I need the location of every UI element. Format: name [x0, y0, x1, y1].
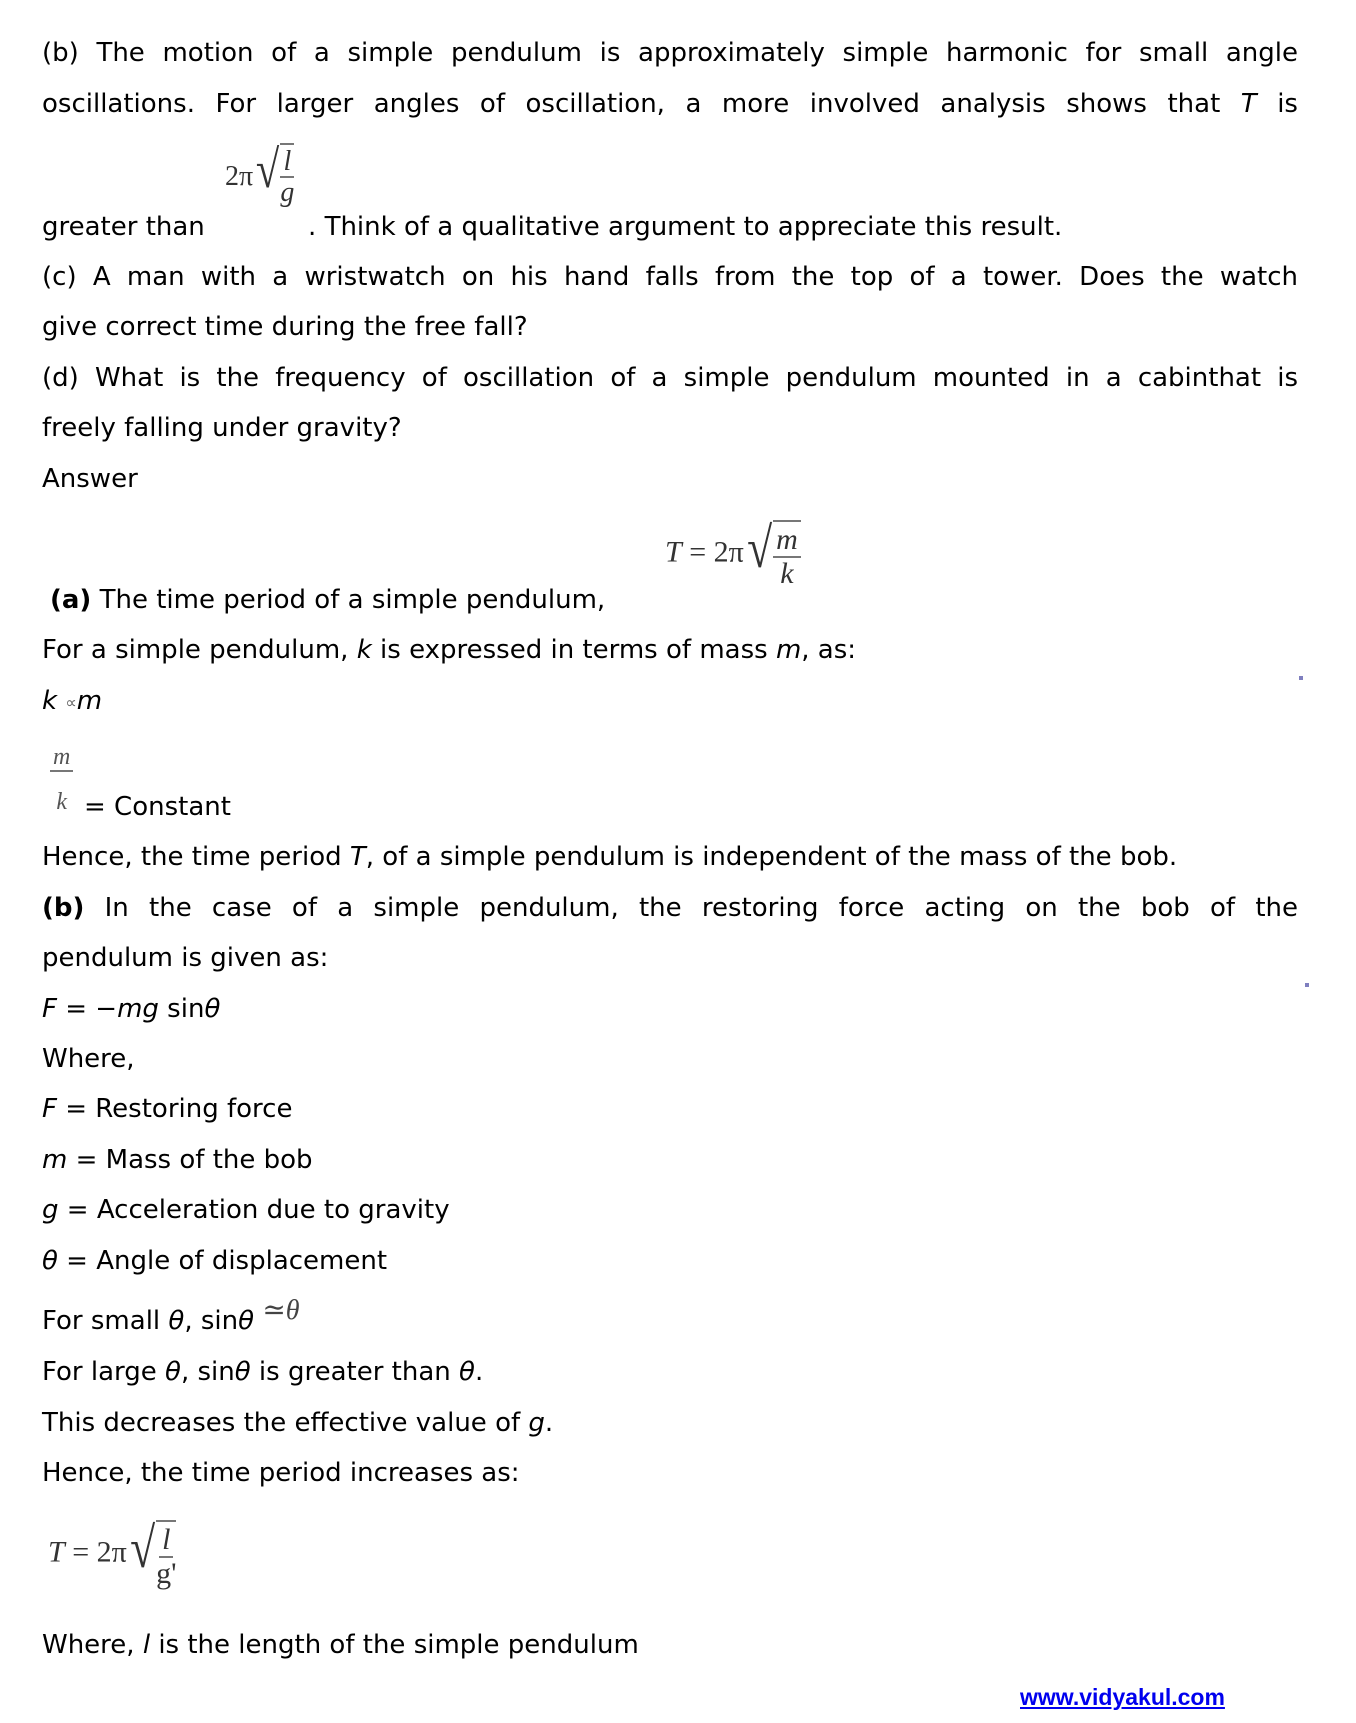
text: is greater than	[250, 1357, 460, 1387]
radical-icon: √	[746, 517, 772, 580]
symbol: F	[42, 1094, 57, 1124]
radical-icon: √	[256, 140, 280, 199]
coef: 2π	[713, 535, 744, 569]
question-b-line3	[42, 212, 1062, 242]
question-b-line2	[42, 89, 1298, 119]
text: The time period of a simple pendulum,	[91, 585, 606, 615]
definition: = Acceleration due to gravity	[58, 1195, 450, 1225]
k-expressed-line	[42, 635, 856, 665]
denominator: g'	[156, 1556, 177, 1590]
text: Where,	[42, 1630, 143, 1660]
label-b: (b)	[42, 893, 85, 923]
question-b-line1: (b) The motion of a simple pendulum is approximately simple harmonic for small angle	[42, 38, 1298, 68]
fraction	[773, 524, 801, 589]
text: For large	[42, 1357, 166, 1387]
var-theta: θ	[285, 1295, 300, 1326]
equals: =	[72, 1535, 90, 1569]
force-equation	[42, 994, 220, 1024]
text: .	[544, 1408, 554, 1438]
formula-two-pi-sqrt-l-over-g	[225, 140, 295, 209]
approx-symbol: ≃	[262, 1295, 286, 1326]
question-c-line1: (c) A man with a wristwatch on his hand falls from the top of a tower. Does the watch	[42, 262, 1298, 292]
fraction	[280, 147, 294, 208]
text: is the length of the simple pendulum	[150, 1630, 639, 1660]
label-a: (a)	[50, 585, 92, 615]
decorative-dot	[1299, 676, 1303, 680]
lhs: T	[665, 535, 682, 569]
var-theta: θ	[165, 1357, 181, 1387]
text: , of a simple pendulum is independent of the mass of the bob.	[365, 842, 1178, 872]
coef: 2π	[96, 1535, 127, 1569]
ratio-m-over-k	[50, 745, 73, 815]
var-mg: −mg	[95, 994, 159, 1024]
text: , as:	[801, 635, 857, 665]
def-m	[42, 1145, 313, 1175]
equals: =	[56, 994, 96, 1024]
where-label: Where,	[42, 1044, 135, 1074]
large-angle-line	[42, 1357, 483, 1387]
answer-a-line	[50, 585, 605, 615]
symbol: g	[42, 1195, 59, 1225]
sin: sin	[158, 994, 205, 1024]
numerator: m	[50, 745, 73, 772]
var-theta: θ	[459, 1357, 475, 1387]
text: greater than	[42, 212, 205, 242]
small-angle-line	[42, 1295, 300, 1336]
formula-T-two-pi-sqrt-m-over-k	[665, 517, 801, 590]
numerator: l	[159, 1524, 173, 1558]
var-F: F	[42, 994, 57, 1024]
sqrt	[253, 140, 295, 209]
formula-T-two-pi-sqrt-l-over-g-prime	[48, 1517, 177, 1590]
text: , sin	[180, 1357, 235, 1387]
lhs: T	[48, 1535, 65, 1569]
numerator: l	[280, 147, 294, 178]
fraction	[156, 1524, 176, 1589]
definition: = Angle of displacement	[57, 1246, 388, 1276]
proportional-symbol: ∝	[65, 693, 77, 712]
equals: =	[689, 535, 707, 569]
var-m: m	[76, 686, 103, 716]
denominator: k	[780, 556, 794, 590]
denominator: g	[280, 177, 295, 209]
question-d-line2: freely falling under gravity?	[42, 413, 402, 443]
hence-independent-line	[42, 842, 1177, 872]
var-k: k	[356, 635, 372, 665]
numerator: m	[773, 524, 801, 558]
var-theta: θ	[238, 1306, 255, 1336]
answer-b-line1	[42, 893, 1298, 923]
text: is expressed in terms of mass	[371, 635, 776, 665]
symbol: θ	[42, 1246, 58, 1276]
text: , sin	[184, 1306, 239, 1336]
var-k: k	[42, 686, 58, 716]
text: In the case of a simple pendulum, the restoring force acting on the bob of the	[84, 893, 1298, 923]
decorative-dot	[1305, 983, 1309, 987]
var-m: m	[775, 635, 802, 665]
definition: = Mass of the bob	[67, 1145, 313, 1175]
var-T: T	[1240, 89, 1257, 119]
var-T: T	[349, 842, 366, 872]
decreases-g-line	[42, 1408, 553, 1438]
text: For small	[42, 1306, 169, 1336]
text: For a simple pendulum,	[42, 635, 357, 665]
var-theta: θ	[234, 1357, 251, 1387]
symbol: m	[42, 1145, 68, 1175]
definition: = Restoring force	[56, 1094, 293, 1124]
def-F	[42, 1094, 292, 1124]
var-g: g	[528, 1408, 545, 1438]
text: oscillations. For larger angles of oscillation, a more involved analysis shows that	[42, 89, 1241, 119]
question-c-line2: give correct time during the free fall?	[42, 312, 528, 342]
var-theta: θ	[168, 1306, 185, 1336]
fraction	[50, 745, 73, 815]
var-theta: θ	[204, 994, 221, 1024]
vidyakul-link[interactable]: www.vidyakul.com	[1020, 1684, 1225, 1710]
where-length-line	[42, 1630, 639, 1660]
text: is	[1256, 89, 1298, 119]
increases-line: Hence, the time period increases as:	[42, 1458, 520, 1488]
text: This decreases the effective value of	[42, 1408, 529, 1438]
var-l: l	[142, 1630, 151, 1660]
text: .	[474, 1357, 484, 1387]
sqrt	[744, 517, 801, 590]
denominator: k	[56, 789, 67, 816]
text: Hence, the time period	[42, 842, 350, 872]
sqrt	[127, 1517, 177, 1590]
def-theta	[42, 1246, 387, 1276]
proportional-line	[42, 686, 102, 716]
coef: 2π	[225, 161, 254, 192]
question-d-line1: (d) What is the frequency of oscillation of a simple pendulum mounted in a cabinthat is	[42, 363, 1298, 393]
text: . Think of a qualitative argument to appreciate this result.	[308, 212, 1063, 242]
answer-b-line2: pendulum is given as:	[42, 943, 329, 973]
answer-heading: Answer	[42, 464, 138, 494]
constant-line: = Constant	[84, 792, 231, 822]
radical-icon: √	[129, 1517, 155, 1580]
def-g	[42, 1195, 450, 1225]
